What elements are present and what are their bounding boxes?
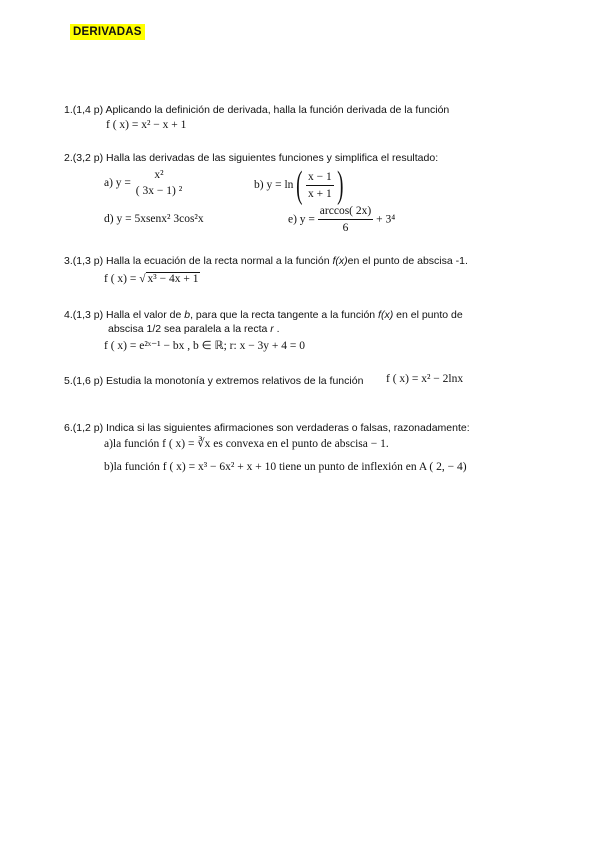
question-6-b: b)la función f ( x) = x³ − 6x² + x + 10 tiene un punto de inflexión en A ( 2, − 4): [104, 461, 467, 473]
q2e-label: e) y =: [288, 213, 315, 226]
question-2-text: 2.(3,2 p) Halla las derivadas de las siguientes funciones y simplifica el resultado:: [64, 152, 439, 164]
q2e-tail: + 3⁴: [376, 213, 396, 226]
q2e-fraction: [318, 204, 373, 235]
question-2-a: [104, 168, 184, 198]
q2a-fraction: [134, 168, 184, 198]
question-4-text-line2: [108, 323, 280, 336]
question-2-b: [254, 166, 346, 204]
question-2-d: d) y = 5xsenx² 3cos²x: [104, 213, 204, 225]
right-paren-icon: ): [336, 164, 344, 206]
q2b-fraction: [306, 170, 334, 201]
question-3-formula: [104, 272, 200, 286]
question-6-a: a)la función f ( x) = ∛x es convexa en el punto de abscisa − 1.: [104, 438, 389, 450]
q4-line2-b: .: [273, 323, 280, 335]
q4-text-d: en el punto de: [393, 309, 463, 321]
q2b-label: b) y = ln: [254, 179, 294, 191]
q2a-label: a) y =: [104, 177, 131, 189]
q2a-numerator: x²: [154, 169, 164, 181]
q4-text-c: , para que la recta tangente a la función: [190, 309, 379, 321]
question-1-text: 1.(1,4 p) Aplicando la definición de derivada, halla la función derivada de la función: [64, 104, 450, 116]
q3-radicand: x³ − 4x + 1: [147, 273, 199, 285]
question-5-formula: f ( x) = x² − 2lnx: [386, 373, 464, 385]
q4-text-a: 4.(1,3 p) Halla el valor de: [64, 309, 185, 321]
q3-text-b: en el punto de abscisa -1.: [347, 255, 468, 267]
q2a-denominator: ( 3x − 1) ²: [135, 185, 183, 197]
question-3-text: [64, 255, 468, 268]
q4-r: r: [270, 323, 274, 335]
q3-text-a: 3.(1,3 p) Halla la ecuación de la recta normal a la función: [64, 255, 333, 267]
q3-fx: f(x): [332, 255, 348, 267]
question-4-text: [64, 309, 463, 322]
question-4-formula: f ( x) = e²ˣ⁻¹ − bx , b ∈ ℝ; r: x − 3y + 4 = 0: [104, 340, 306, 352]
q2b-numerator: x − 1: [306, 170, 334, 186]
question-1-formula: f ( x) = x² − x + 1: [106, 119, 187, 131]
q2e-denominator: 6: [342, 222, 349, 234]
question-2-e: [288, 204, 395, 235]
page-title: DERIVADAS: [70, 24, 145, 40]
q4-fx: f(x): [378, 309, 394, 321]
q4-b-var: b: [184, 309, 191, 321]
left-paren-icon: (: [296, 164, 303, 206]
question-5-text: 5.(1,6 p) Estudia la monotonía y extremos relativos de la función: [64, 375, 364, 387]
q2b-denominator: x + 1: [308, 187, 332, 200]
q4-line2-a: abscisa 1/2 sea paralela a la recta: [108, 323, 271, 335]
q3-formula-a: f ( x) = √: [104, 273, 146, 285]
question-6-text: 6.(1,2 p) Indica si las siguientes afirmaciones son verdaderas o falsas, razonadamente:: [64, 422, 470, 434]
q2e-numerator: arccos( 2x): [318, 204, 373, 220]
